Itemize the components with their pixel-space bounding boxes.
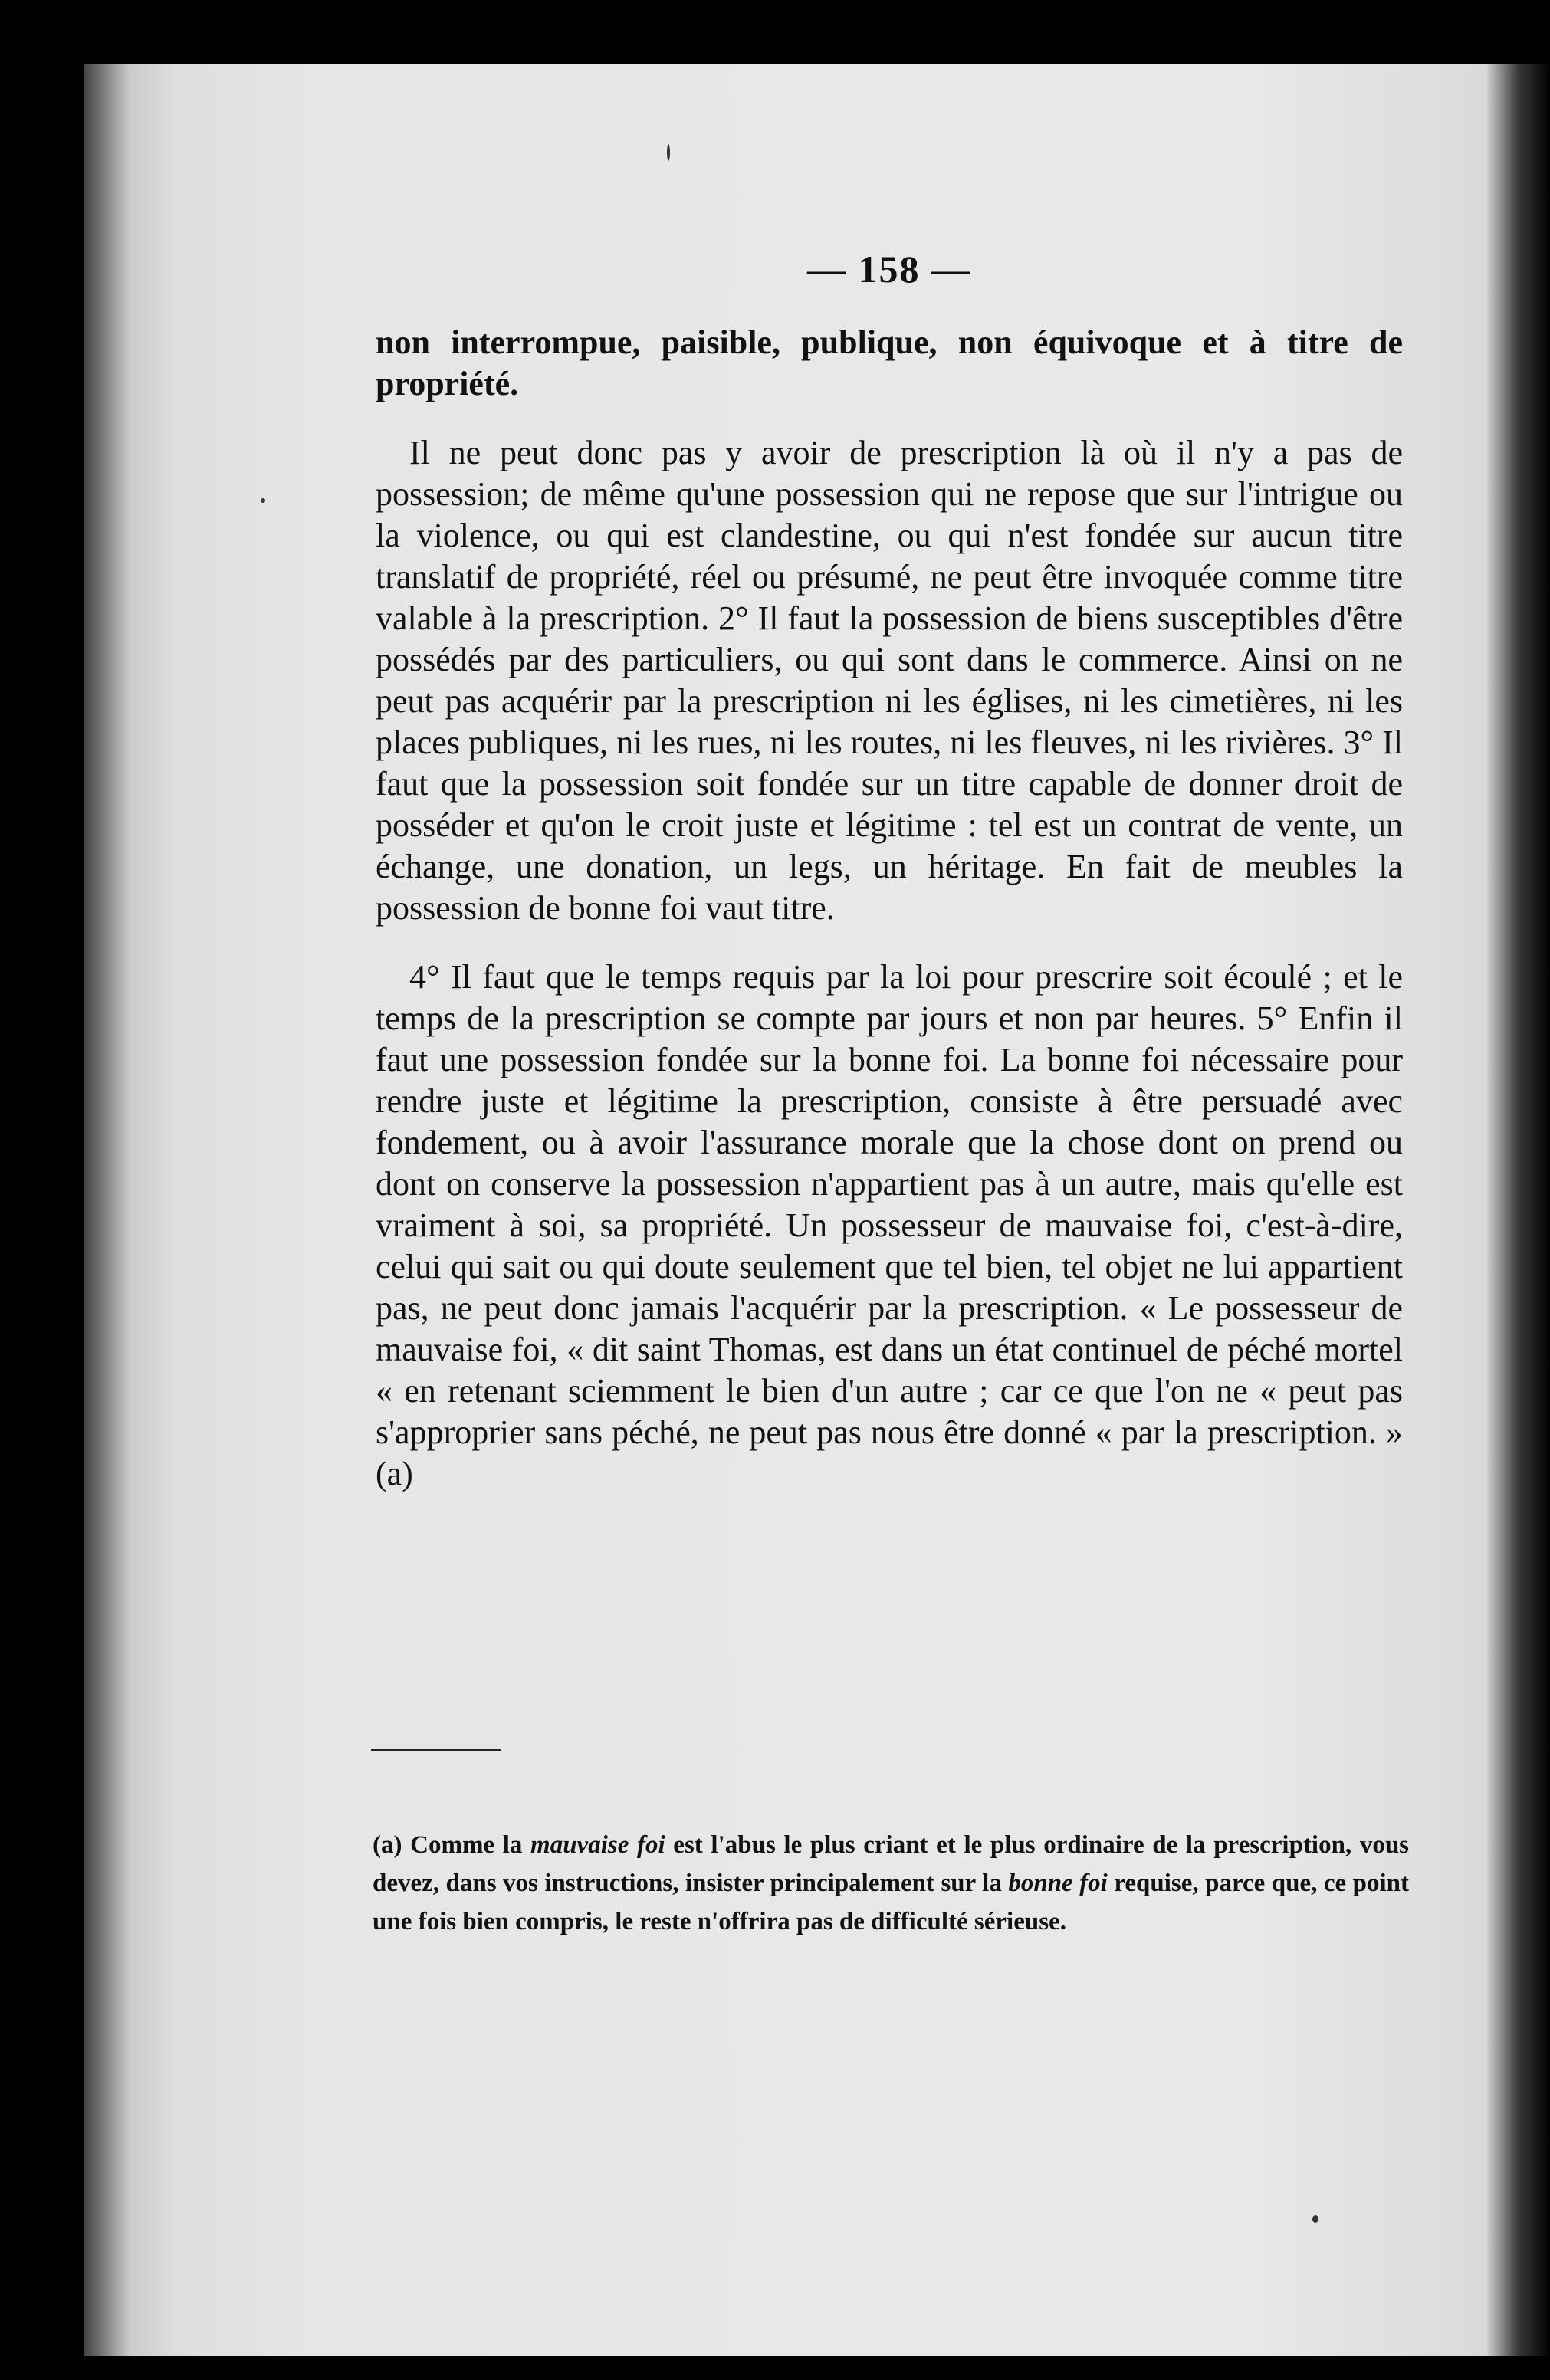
footnote-text-3: requise, parce que, ce point une fois bien compris, le reste n'offrira pas de difficulté sérieuse. [373,1870,1410,1935]
page-edge-shadow [1487,64,1550,2356]
dust-speck [261,498,265,503]
dust-speck [667,144,670,161]
dust-speck [1312,2215,1318,2223]
body-text [376,322,1403,1522]
footnote-text-1: Comme la [410,1831,523,1859]
paragraph-3: 4° Il faut que le temps requis par la loi pour prescrire soit écoulé ; et le temps de la prescription se compte par jours et non par heures. 5° Enfin il faut une possession fondée sur la bonne foi. La bonne foi nécessaire pour rendre juste et légitime la prescription, consiste à être persuadé avec fondement, ou à avoir l'assurance morale que la chose dont on prend ou dont on conserve la possession n'appartient pas à un autre, mais qu'elle est vraiment à soi, sa propriété. Un possesseur de mauvaise foi, c'est-à-dire, celui qui sait ou qui doute seulement que tel bien, tel objet ne lui appartient pas, ne peut donc jamais l'acquérir par la prescription. « Le possesseur de mauvaise foi, « dit saint Thomas, est dans un état continuel de péché mortel « en retenant sciemment le bien d'un autre ; car ce que l'on ne « peut pas s'approprier sans péché, ne peut pas nous être donné « par la prescription. » (a) [376,958,1403,1492]
footnote-text-2: est l'abus le plus criant et le plus ordinaire de la prescription, vous devez, dans vos instructions, insister principalement sur la [373,1831,1410,1897]
page-number: — 158 — [807,248,971,291]
paragraph-2: Il ne peut donc pas y avoir de prescription là où il n'y a pas de possession; de même qu'une possession qui ne repose que sur l'intrigue ou la violence, ou qui est clandestine, ou qui n'est fondée sur aucun titre translatif de propriété, réel ou présumé, ne peut être invoquée comme titre valable à la prescription. 2° Il faut la possession de biens susceptibles d'être possédés par des particuliers, ou qui sont dans le commerce. Ainsi on ne peut pas acquérir par la prescription ni les églises, ni les cimetières, ni les places publiques, ni les rues, ni les routes, ni les fleuves, ni les rivières. 3° Il faut que la possession soit fondée sur un titre capable de donner droit de posséder et qu'on le croit juste et légitime : tel est un contrat de vente, un échange, une donation, un legs, un héritage. En fait de meubles la possession de bonne foi vaut titre. [376,434,1403,927]
binding-shadow [84,64,130,2356]
footnote-marker: (a) [373,1831,402,1859]
footnote-italic-1: mauvaise foi [530,1831,665,1859]
paragraph-1: non interrompue, paisible, publique, non équivoque et à titre de propriété. [376,323,1403,402]
footnote-italic-2: bonne foi [1008,1870,1108,1897]
footnote [373,1826,1409,1941]
footnote-separator [371,1749,501,1751]
